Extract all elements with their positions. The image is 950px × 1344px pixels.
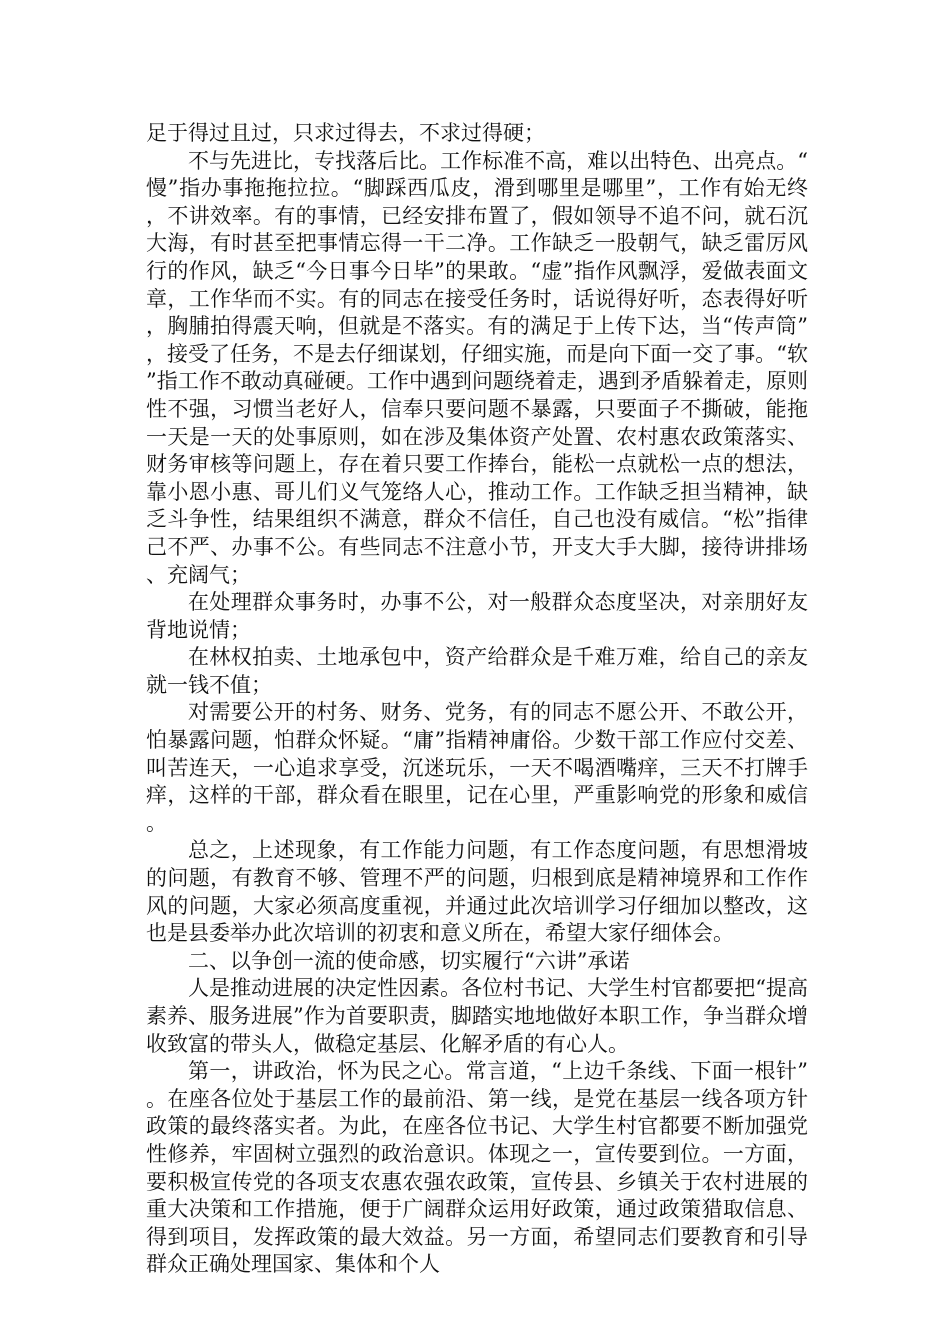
paragraph-9: 第一，讲政治，怀为民之心。常言道，“上边千条线、下面一根针”。在座各位处于基层工作的最前沿、第一线，是党在基层一线各项方针政策的最终落实者。为此，在座各位书记、大学生村官都要不断加强党性修养，牢固树立强烈的政治意识。体现之一，宣传要到位。一方面，要积极宣传党的各项支农惠农强农政策，宣传县、乡镇关于农村进展的重大决策和工作措施，便于广阔群众运用好政策，通过政策猎取信息、得到项目，发挥政策的最大效益。另一方面，希望同志们要教育和引导群众正确处理国家、集体和个人 — [146, 1059, 808, 1277]
paragraph-4: 在林权拍卖、土地承包中，资产给群众是千难万难，给自己的亲友就一钱不值； — [146, 645, 808, 697]
paragraph-5: 对需要公开的村务、财务、党务，有的同志不愿公开、不敢公开，怕暴露问题，怕群众怀疑。“庸”指精神庸俗。少数干部工作应付交差、叫苦连天，一心追求享受，沉迷玩乐，一天不喝酒嘴痒，三天不打牌手痒，这样的干部，群众看在眼里，记在心里，严重影响党的形象和威信。 — [146, 700, 808, 835]
document-page — [146, 120, 808, 1279]
paragraph-6: 总之，上述现象，有工作能力问题，有工作态度问题，有思想滑坡的问题，有教育不够、管理不严的问题，归根到底是精神境界和工作作风的问题，大家必须高度重视，并通过此次培训学习仔细加以整改，这也是县委举办此次培训的初衷和意义所在，希望大家仔细体会。 — [146, 838, 808, 946]
paragraph-8: 人是推动进展的决定性因素。各位村书记、大学生村官都要把“提高素养、服务进展”作为首要职责，脚踏实地地做好本职工作，争当群众增收致富的带头人，做稳定基层、化解矛盾的有心人。 — [146, 976, 808, 1056]
paragraph-2: 不与先进比，专找落后比。工作标准不高，难以出特色、出亮点。“慢”指办事拖拖拉拉。“脚踩西瓜皮，滑到哪里是哪里”，工作有始无终，不讲效率。有的事情，已经安排布置了，假如领导不追不问，就石沉大海，有时甚至把事情忘得一干二净。工作缺乏一股朝气，缺乏雷厉风行的作风，缺乏“今日事今日毕”的果敢。“虚”指作风飘浮，爱做表面文章，工作华而不实。有的同志在接受任务时，话说得好听，态表得好听，胸脯拍得震天响，但就是不落实。有的满足于上传下达，当“传声筒”，接受了任务，不是去仔细谋划，仔细实施，而是向下面一交了事。“软”指工作不敢动真碰硬。工作中遇到问题绕着走，遇到矛盾躲着走，原则性不强，习惯当老好人，信奉只要问题不暴露，只要面子不撕破，能拖一天是一天的处事原则，如在涉及集体资产处置、农村惠农政策落实、财务审核等问题上，存在着只要工作捧台，能松一点就松一点的想法，靠小恩小惠、哥儿们义气笼络人心，推动工作。工作缺乏担当精神，缺乏斗争性，结果组织不满意，群众不信任，自己也没有威信。“松”指律己不严、办事不公。有些同志不注意小节，开支大手大脚，接待讲排场、充阔气； — [146, 148, 808, 587]
paragraph-3: 在处理群众事务时，办事不公，对一般群众态度坚决，对亲朋好友背地说情； — [146, 590, 808, 642]
paragraph-1: 足于得过且过，只求过得去，不求过得硬； — [146, 121, 545, 145]
section-heading: 二、以争创一流的使命感，切实履行“六讲”承诺 — [188, 948, 630, 973]
